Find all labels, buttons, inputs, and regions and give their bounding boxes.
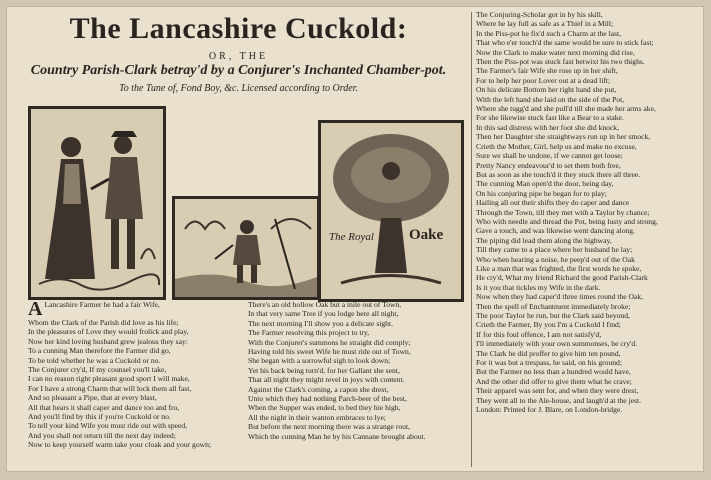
verse-line: But as soon as she touch'd it they stuck there all three. (476, 169, 641, 179)
ballad-subtitle: Country Parish-Clark betray'd by a Conjurer's Inchanted Chamber-pot. (30, 63, 447, 78)
verse-line: The poor Taylor he run, but the Clark said beyond, (476, 311, 630, 320)
verse-line: Having told his sweet Wife he must ride out of Town, (248, 347, 411, 357)
verse-line: Whom the Clark of the Parish did love as his life; (28, 318, 179, 327)
verse-line: Crieth the Mother, Girl, help us and make no excuse, (476, 141, 637, 151)
verse-column-c (476, 10, 698, 414)
oake-caption: Oake (409, 227, 444, 243)
verse-line: Unto which they had nothing Parch-beer of the best, (248, 394, 407, 404)
title-or: OR, THE (208, 51, 269, 62)
woodcut-couple (28, 106, 166, 300)
verse-line: With the left hand she laid on the side of the Pot, (476, 94, 625, 104)
verse-line: Then the Piss-pot was stuck fast betwixt his two thighs. (476, 57, 645, 67)
verse-line: And so pleasant a Pipe, that at every blast, (28, 393, 157, 403)
woodcut-piper (172, 196, 320, 300)
verse-line: On his conjuring pipe he began for to play; (476, 188, 607, 198)
verse-line: And you'll find by this if you're Cuckold or no. (28, 412, 171, 422)
verse-line: Through the Town, till they met with a Taylor by chance; (476, 207, 650, 217)
verse-column-b (248, 300, 470, 441)
verse-line: The Farmer resolving this project to try, (248, 328, 370, 338)
verse-line: Is it you that tickles my Wife in the dark. (476, 282, 601, 292)
verse-line: I'll immediately with your own summonses, he cry'd. (476, 339, 638, 349)
verse-line: The next morning I'll show you a delicate sight. (248, 318, 393, 328)
verse-line: Now her kind loving husband grew jealous they say: (28, 336, 188, 346)
verse-line: To a cunning Man therefore the Farmer did go, (28, 346, 171, 356)
verse-line: There's an old hollow Oak but a mile out of Town, (248, 300, 402, 309)
verse-line: The Conjurer cry'd, If my counsel you'll take, (28, 365, 167, 375)
verse-line: For to help her poor Lover out at a dead lift; (476, 75, 611, 85)
verse-line: Pretty Nancy endeavour'd to set them both free, (476, 160, 621, 170)
verse-line: And you shall not return till the next day indeed; (28, 430, 176, 440)
verse-line: Now the Clark to make water next morning did rise, (476, 47, 635, 57)
verse-line: In the Piss-pot he fix'd such a Charm at the last, (476, 28, 621, 38)
verse-line: On his delicate Bottom her right hand she put, (476, 85, 617, 95)
verse-line: When the Supper was ended, to bed they hie high, (248, 403, 401, 413)
verse-line: The cunning Man open'd the door, being day, (476, 179, 614, 189)
verse-line: Then the spell of Enchantment immediately broke; (476, 301, 631, 311)
verse-line: That who e'er touch'd the same would be sure to stick fast; (476, 38, 654, 48)
verse-line: To tell your kind Wife you must ride out with speed, (28, 421, 188, 431)
verse-line: In that very same Tree if you lodge here all night, (248, 309, 399, 319)
verse-line: Gave a touch, and was likewise went dancing along. (476, 226, 635, 236)
verse-line: To be told whether he was a Cuckold or no. (28, 355, 161, 365)
verse-line: But before the next morning there was a strange rout, (248, 422, 410, 432)
verse-line: Where she tugg'd and she pull'd till she made her arms ake, (476, 104, 656, 114)
verse-line: They went all to the Ale-house, and laugh'd at the jest. (476, 395, 642, 405)
verse-line: I can no reason right pleasant good sport I will make, (28, 374, 190, 384)
piper-illustration (175, 199, 317, 297)
verse-line: Till they came to a place where her husband he lay; (476, 245, 633, 255)
column-divider (471, 12, 472, 467)
oak-illustration (321, 123, 461, 299)
verse-line: Then her Daughter she straightways run up in her smock, (476, 132, 651, 142)
verse-line: Who with needle and thread the Pot, being lusty and strong, (476, 216, 658, 226)
couple-illustration (31, 109, 163, 297)
verse-line: A Lancashire Farmer he had a fair Wife, (28, 300, 160, 318)
verse-line: Yet his back being turn'd, for her Gallant she sent, (248, 365, 400, 375)
verse-line: Where he lay full as safe as a Thief in a Mill; (476, 19, 614, 29)
verse-line: The Farmer's fair Wife she rose up in her shift, (476, 66, 618, 76)
verse-line: The piping did lead them along the highway, (476, 235, 612, 245)
ballad-title: The Lancashire Cuckold: (69, 12, 408, 45)
tune-line: To the Tune of, Fond Boy, &c. Licensed according to Order. (119, 83, 358, 94)
verse-line: All that hears it shall caper and dance too and fro, (28, 402, 180, 412)
woodcut-royal-oak (318, 120, 464, 302)
verse-line: She began with a sorrowful sigh to look down; (248, 356, 391, 366)
verse-line: That all night they might revel in joys with content. (248, 375, 405, 385)
verse-line: In this sad distress with her foot she did knock, (476, 122, 619, 132)
verse-line: In the pleasures of Love they would frolick and play, (28, 327, 189, 337)
verse-line: Now to keep yourself warm take your cloak and your gown; (28, 440, 212, 450)
verse-line: For she likewise stuck fast like a Bear to a stake. (476, 113, 624, 123)
verse-line: With the Conjurer's summons he straight did comply; (248, 337, 411, 347)
verse-line: Sure we shall be undone, if we cannot get loose; (476, 151, 623, 161)
royal-caption: The Royal (329, 231, 374, 243)
drop-cap: A (28, 300, 43, 318)
verse-line: Like a man that was frighted, the first words he spoke, (476, 263, 642, 273)
verse-line: If for this foul offence, I am not satisfy'd, (476, 329, 602, 339)
verse-line: Against the Clark's coming, a capon she drest, (248, 384, 389, 394)
broadside-sheet (6, 6, 704, 472)
verse-column-a (28, 300, 236, 450)
verse-line: Who when hearing a noise, he peep'd out of the Oak (476, 254, 635, 264)
verse-line: Hailing all out their shifts they do caper and dance (476, 198, 630, 208)
verse-line: For I have a strong Charm that will lock them all fast, (28, 383, 192, 393)
verse-line: He cry'd, What my friend Richard the good Parish-Clark (476, 273, 648, 283)
verse-line: The Clark he did proffer to give him ten pound, (476, 348, 621, 358)
verse-line: For it was but a trespass, he said, on his ground; (476, 358, 622, 368)
verse-line: Which the cunning Man he by his Cannane brought about. (248, 431, 426, 441)
verse-line: Crieth the Farmer, By you I'm a Cuckold I find; (476, 320, 621, 330)
verse-line: All the night in their wanton embraces to lye; (248, 412, 386, 422)
verse-line: Now when they had caper'd three times round the Oak, (476, 292, 644, 302)
verse-line: Their apparel was sent for, and when they were drest, (476, 386, 639, 396)
imprint: London: Printed for J. Blare, on London-bridge. (476, 405, 623, 415)
verse-line: And the other did offer to give them what he crave; (476, 376, 632, 386)
verse-line: But the Farmer no less than a hundred would have, (476, 367, 631, 377)
verse-line: The Conjuring-Scholar got in by his skill, (476, 10, 603, 19)
